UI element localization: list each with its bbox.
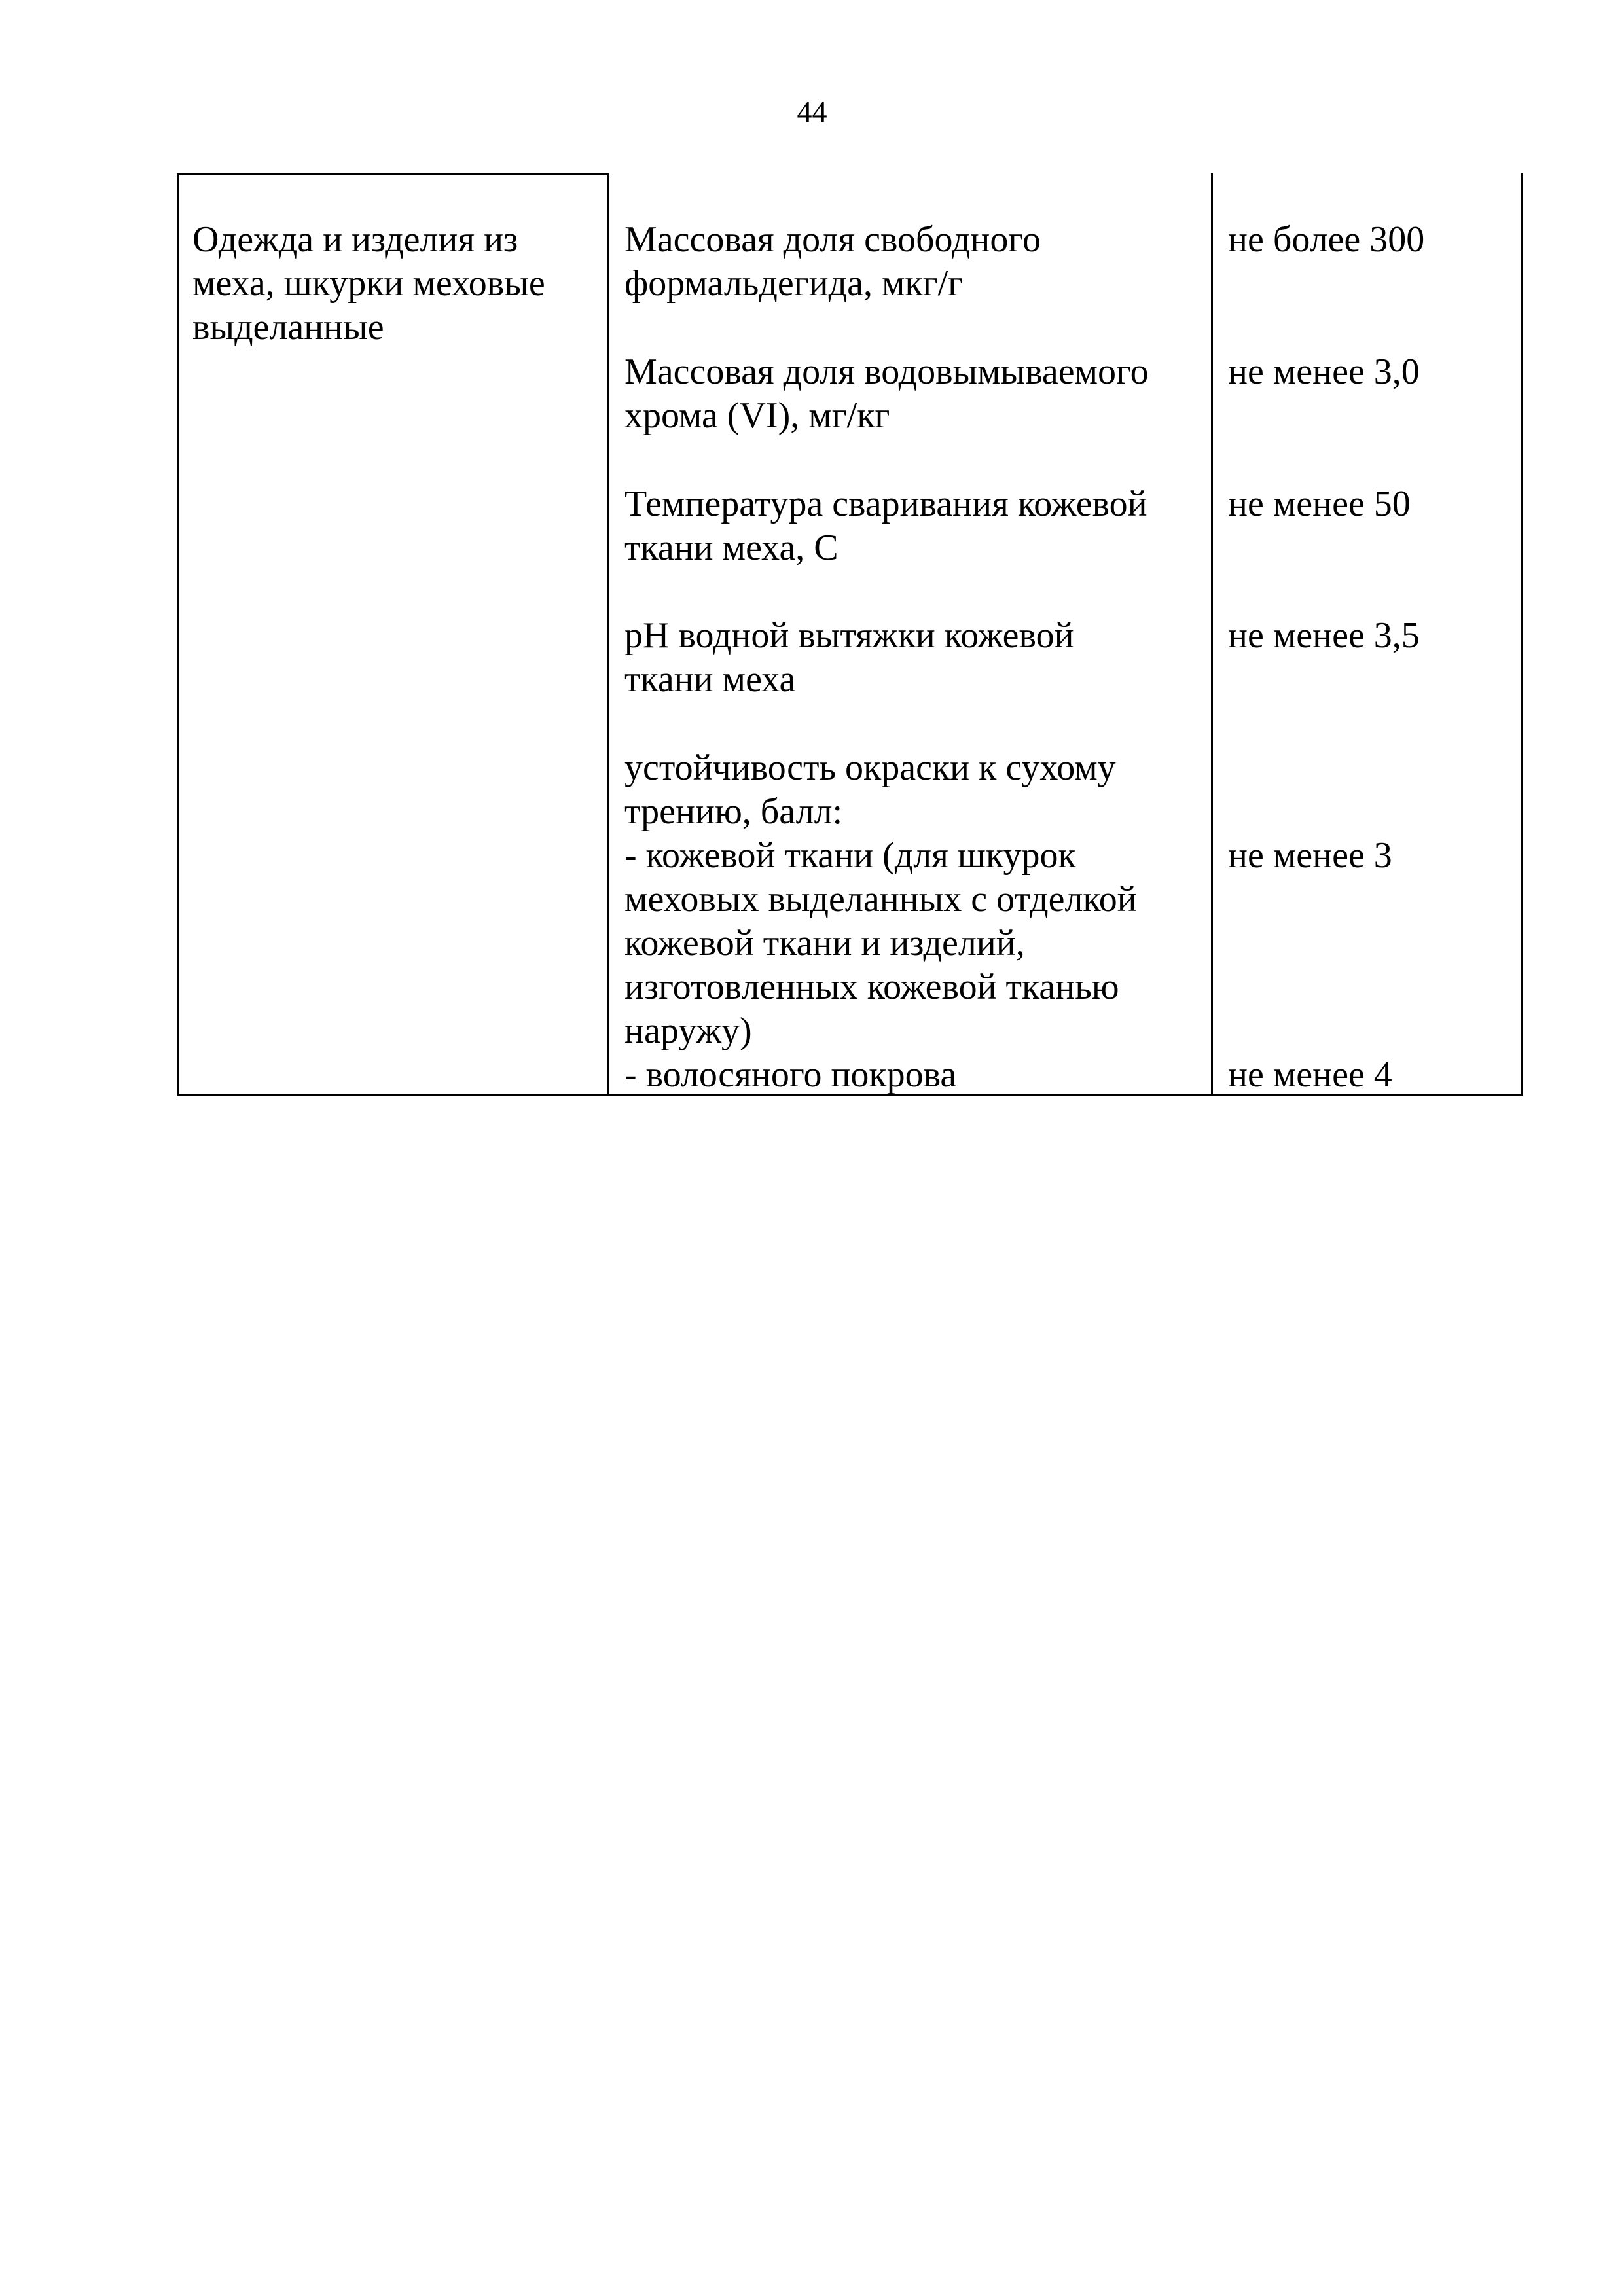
table-right-border <box>1521 173 1523 1096</box>
indicator-line: изготовленных кожевой тканью <box>624 967 1119 1007</box>
indicator-line: Температура сваривания кожевой <box>624 484 1147 524</box>
indicator-line: Массовая доля водовымываемого <box>624 351 1149 392</box>
indicator-line: кожевой ткани и изделий, <box>624 923 1025 963</box>
table-top-border <box>177 173 609 175</box>
product-line: Одежда и изделия из <box>192 219 518 260</box>
indicator-line: меховых выделанных с отделкой <box>624 879 1137 920</box>
indicator-line: трению, балл: <box>624 791 843 832</box>
column-divider-2 <box>1211 173 1213 1096</box>
indicator-line: - кожевой ткани (для шкурок <box>624 835 1076 876</box>
product-line: меха, шкурки меховые <box>192 263 545 304</box>
norm-value: не менее 4 <box>1228 1054 1392 1095</box>
indicator-line: формальдегида, мкг/г <box>624 263 964 304</box>
indicator-line: ткани меха <box>624 659 796 700</box>
requirements-table <box>177 173 1523 1096</box>
indicator-line: pH водной вытяжки кожевой <box>624 615 1074 656</box>
indicator-line: устойчивость окраски к сухому <box>624 747 1116 788</box>
norm-value: не менее 3,0 <box>1228 351 1420 392</box>
norm-value: не менее 50 <box>1228 484 1411 524</box>
table-left-border <box>177 173 179 1096</box>
indicator-line: наружу) <box>624 1011 752 1051</box>
page-number: 44 <box>797 95 827 128</box>
norm-value: не более 300 <box>1228 219 1425 260</box>
column-divider-1 <box>607 173 609 1096</box>
product-line: выделанные <box>192 307 384 348</box>
indicator-line: Массовая доля свободного <box>624 219 1041 260</box>
indicator-line: хрома (VI), мг/кг <box>624 395 890 436</box>
indicator-line: - волосяного покрова <box>624 1054 957 1095</box>
norm-value: не менее 3,5 <box>1228 615 1420 656</box>
indicator-line: ткани меха, С <box>624 528 839 568</box>
norm-value: не менее 3 <box>1228 835 1392 876</box>
